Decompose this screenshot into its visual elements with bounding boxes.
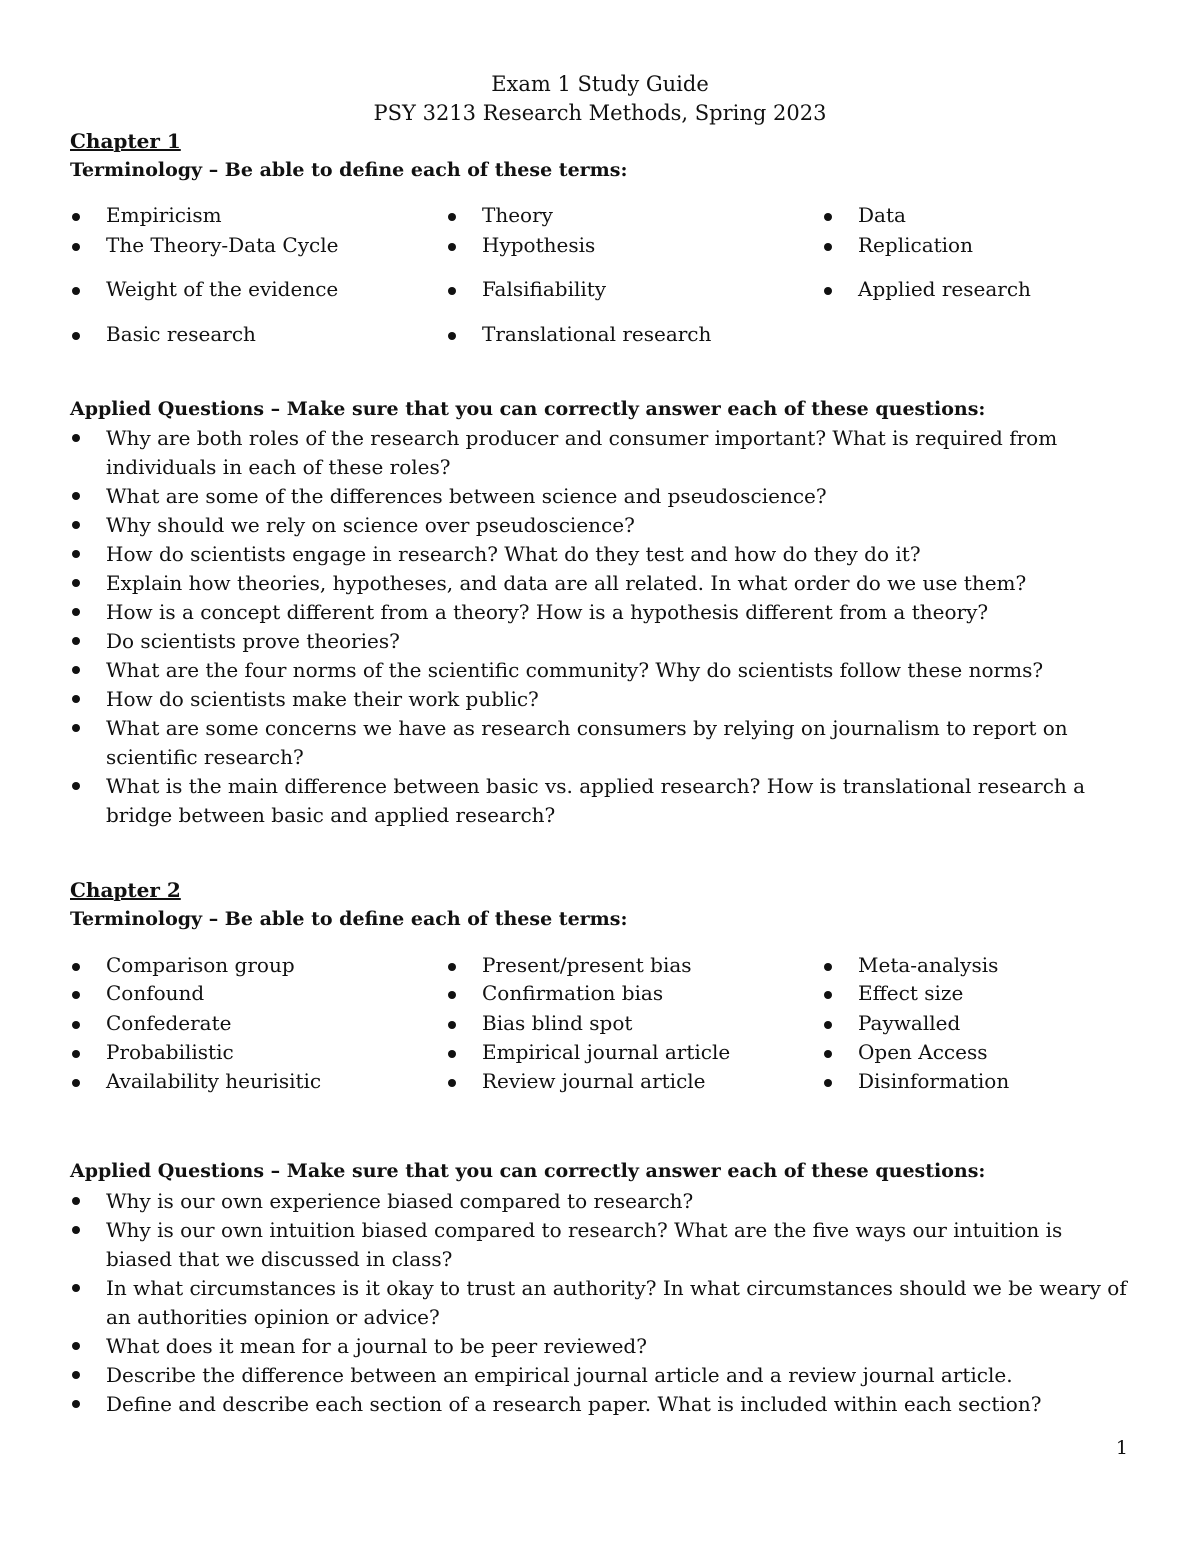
term-item: Bias blind spot: [446, 1011, 632, 1035]
chapter-1-heading: Chapter 1: [70, 129, 181, 153]
term-item: Hypothesis: [446, 233, 595, 257]
term-item: Applied research: [822, 277, 1031, 301]
term-item: Translational research: [446, 322, 711, 346]
term-item: Replication: [822, 233, 973, 257]
question-item: Why should we rely on science over pseudoscience?: [70, 511, 1130, 540]
chapter-2-terminology-heading: Terminology – Be able to define each of these terms:: [70, 908, 628, 930]
term-item: Confound: [70, 981, 204, 1005]
question-item: How do scientists make their work public?: [70, 685, 1130, 714]
term-item: Theory: [446, 203, 553, 227]
document-title: Exam 1 Study Guide: [491, 72, 709, 96]
question-item: What are the four norms of the scientific community? Why do scientists follow these norms?: [70, 656, 1130, 685]
term-item: Meta-analysis: [822, 953, 998, 977]
question-item: What are some concerns we have as research consumers by relying on journalism to report on scientific research?: [70, 714, 1130, 772]
term-item: Empirical journal article: [446, 1040, 730, 1064]
term-item: Availability heurisitic: [70, 1069, 321, 1093]
chapter-2-questions-heading: Applied Questions – Make sure that you can correctly answer each of these questions:: [70, 1160, 986, 1182]
question-item: Define and describe each section of a research paper. What is included within each section?: [70, 1390, 1130, 1419]
term-item: Open Access: [822, 1040, 987, 1064]
term-item: Basic research: [70, 322, 256, 346]
chapter-2-questions: [70, 1187, 1130, 1419]
question-item: Do scientists prove theories?: [70, 627, 1130, 656]
term-item: Comparison group: [70, 953, 295, 977]
question-item: Why is our own intuition biased compared to research? What are the five ways our intuition is biased that we discussed in class?: [70, 1216, 1130, 1274]
term-item: Review journal article: [446, 1069, 706, 1093]
question-item: Describe the difference between an empirical journal article and a review journal article.: [70, 1361, 1130, 1390]
question-item: How is a concept different from a theory? How is a hypothesis different from a theory?: [70, 598, 1130, 627]
term-item: The Theory-Data Cycle: [70, 233, 338, 257]
term-item: Effect size: [822, 981, 963, 1005]
term-item: Present/present bias: [446, 953, 692, 977]
page-number: 1: [1115, 1437, 1128, 1459]
term-item: Empiricism: [70, 203, 222, 227]
term-item: Falsifiability: [446, 277, 606, 301]
chapter-2-heading: Chapter 2: [70, 878, 181, 902]
term-item: Weight of the evidence: [70, 277, 338, 301]
term-item: Paywalled: [822, 1011, 960, 1035]
question-item: What are some of the differences between science and pseudoscience?: [70, 482, 1130, 511]
question-item: In what circumstances is it okay to trust an authority? In what circumstances should we be weary of an authorities opinion or advice?: [70, 1274, 1130, 1332]
question-item: What is the main difference between basic vs. applied research? How is translational research a bridge between basic and applied research?: [70, 772, 1130, 830]
term-item: Confirmation bias: [446, 981, 663, 1005]
question-item: Why is our own experience biased compared to research?: [70, 1187, 1130, 1216]
question-item: Why are both roles of the research producer and consumer important? What is required from individuals in each of these roles?: [70, 424, 1130, 482]
term-item: Probabilistic: [70, 1040, 234, 1064]
course-title: PSY 3213 Research Methods, Spring 2023: [373, 101, 827, 125]
chapter-1-questions-heading: Applied Questions – Make sure that you can correctly answer each of these questions:: [70, 398, 986, 420]
question-item: How do scientists engage in research? What do they test and how do they do it?: [70, 540, 1130, 569]
term-item: Disinformation: [822, 1069, 1009, 1093]
chapter-1-terminology-heading: Terminology – Be able to define each of these terms:: [70, 159, 628, 181]
question-item: What does it mean for a journal to be peer reviewed?: [70, 1332, 1130, 1361]
chapter-1-questions: [70, 424, 1130, 830]
term-item: Confederate: [70, 1011, 231, 1035]
question-item: Explain how theories, hypotheses, and data are all related. In what order do we use them?: [70, 569, 1130, 598]
term-item: Data: [822, 203, 906, 227]
